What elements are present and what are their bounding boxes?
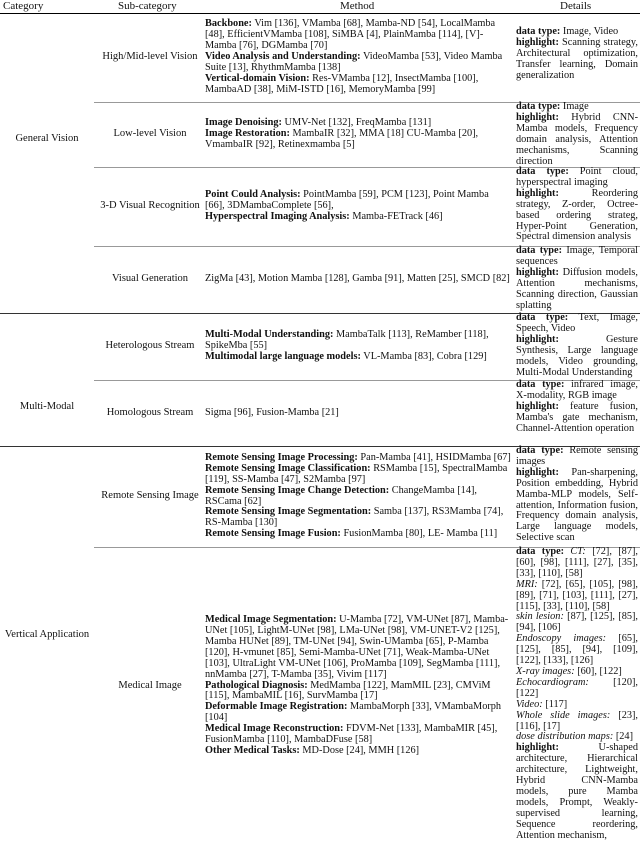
header-subcategory: Sub-category (118, 0, 177, 12)
details-cell: data type: Image highlight: Hybrid CNN-Mamba models, Frequency domain analysis, Attention mechanisms, Scanning direction (516, 101, 639, 167)
method-cell: Image Denoising: UMV-Net [132], FreqMamba [131] Image Restoration: MambaIR [32], MMA [18] CU-Mamba [20], VmambaIR [92], Retinexmamba [5] (205, 117, 479, 150)
details-cell: data type: CT: [72], [87], [60], [98], [111], [27], [35], [33], [110], [58] MRI: [72], [65], [105], [98], [89], [71], [103], [111], [27], [115], [33], [110], [58] skin lesion: [87], [125], [85], [94], [106] Endoscopy images: [65], [125], [85], [94], [109], [122], [133], [126] X-ray images: [60], [122] Echocardiogram: [120], [122] Video: [117] Whole slide images: [23], [116], [17] dose distribution maps: [24] highlight: U-shaped architecture, Hierarchical architecture, Lightweight, Hybrid CNN-Mamba models, pure Mamba models, Prompt, Weakly-supervised learning, Sequence reordering, Attention mechanism, (516, 546, 639, 841)
method-cell: Multi-Modal Understanding: MambaTalk [113], ReMamber [118], SpikeMba [55] Multimodal large language models: VL-Mamba [83], Cobra [129] (205, 329, 489, 362)
category-multi-modal: Multi-Modal (19, 401, 75, 413)
subcategory-3d-visual-recognition: 3-D Visual Recognition (100, 200, 200, 212)
category-general-vision: General Vision (15, 133, 79, 145)
details-cell: data type: Point cloud, hyperspectral imaging highlight: Reordering strategy, Z-order, Octree-based ordering strateg, Hyper-Point Generation, Spectral dimension analysis (516, 166, 638, 243)
subcategory-low-level-vision: Low-level Vision (113, 128, 187, 140)
details-cell: data type: infrared image, X-modality, RGB image highlight: feature fusion, Mamba's gate mechanism, Channel-Attention operation (516, 379, 638, 434)
subcategory-high-mid-level-vision: High/Mid-level Vision (102, 51, 198, 63)
subcategory-medical-image: Medical Image (118, 679, 182, 691)
method-cell: Remote Sensing Image Processing: Pan-Mamba [41], HSIDMamba [67] Remote Sensing Image Classification: RSMamba [15], SpectralMamba [119], SS-Mamba [47], S2Mamba [97] Remote Sensing Image Change Detection: ChangeMamba [14], RSCama [62] Remote Sensing Image Segmentation: Samba [137], RS3Mamba [74], RS-Mamba [130] Remote Sensing Image Fusion: FusionMamba [80], LE- Mamba [11] (205, 451, 511, 540)
category-vertical-application: Vertical Application (4, 629, 90, 641)
subcategory-visual-generation: Visual Generation (111, 273, 189, 285)
method-cell: Backbone: Vim [136], VMamba [68], Mamba-ND [54], LocalMamba [48], EfficientVMamba [108], SiMBA [4], PlainMamba [114], [V]-Mamba [76], DGMamba [70] Video Analysis and Understanding: VideoMamba [53], Video Mamba Suite [13], RhythmMamba [138] Vertical-domain Vision: Res-VMamba [12], InsectMamba [100], MambaAD [38], MiM-ISTD [16], MemoryMamba [99] (205, 18, 503, 95)
subcategory-heterologous-stream: Heterologous Stream (105, 340, 195, 352)
details-cell: data type: Image, Temporal sequences highlight: Diffusion models, Attention mechanisms, Scanning direction, Gaussian splatting (516, 245, 639, 311)
header-details: Details (560, 0, 592, 12)
table-header (0, 0, 640, 14)
method-cell: ZigMa [43], Motion Mamba [128], Gamba [91], Matten [25], SMCD [82] (205, 273, 510, 285)
method-cell: Medical Image Segmentation: U-Mamba [72], VM-UNet [87], Mamba-UNet [105], LightM-UNet [98], LMa-UNet [98], VM-UNET-V2 [125], Mamba HUNet [89], TM-UNet [94], Swin-UMamba [65], P-Mamba [120], H-vmunet [85], Semi-Mamba-UNet [71], Weak-Mamba-UNet [103], UltraLight VM-UNet [106], ProMamba [109], SegMamba [111], nnMamba [27], T-Mamba [35], Vivim [117] Pathological Diagnosis: MedMamba [122], MamMIL [23], CMViM [115], MambaMIL [16], SurvMamba [17] Deformable Image Registration: MambaMorph [33], VMambaMorph [104] Medical Image Reconstruction: FDVM-Net [133], MambaMIR [45], FusionMamba [110], MambaDFuse [58] Other Medical Tasks: MD-Dose [24], MMH [126] (205, 614, 509, 756)
header-method: Method (340, 0, 375, 12)
details-cell: data type: Remote sensing images highlight: Pan-sharpening, Position embedding, Hybrid Mamba-MLP models, Self-attention, Information fusion, Frequency domain analysis, Large language models, Selective scan (516, 445, 638, 544)
method-cell: Sigma [96], Fusion-Mamba [21] (205, 406, 339, 418)
subcategory-remote-sensing-image: Remote Sensing Image (101, 490, 199, 502)
subcategory-homologous-stream: Homologous Stream (106, 406, 194, 418)
method-cell: Point Could Analysis: PointMamba [59], PCM [123], Point Mamba [66], 3DMambaComplete [56], Hyperspectral Imaging Analysis: Mamba-FETrack [46] (205, 189, 489, 222)
details-cell: data type: Text, Image, Speech, Video highlight: Gesture Synthesis, Large language models, Video grounding, Multi-Modal Understanding (516, 312, 638, 378)
details-cell: data type: Image, Video highlight: Scanning strategy, Architectural optimization, Transfer learning, Domain generalization (516, 26, 638, 81)
header-category: Category (3, 0, 44, 12)
